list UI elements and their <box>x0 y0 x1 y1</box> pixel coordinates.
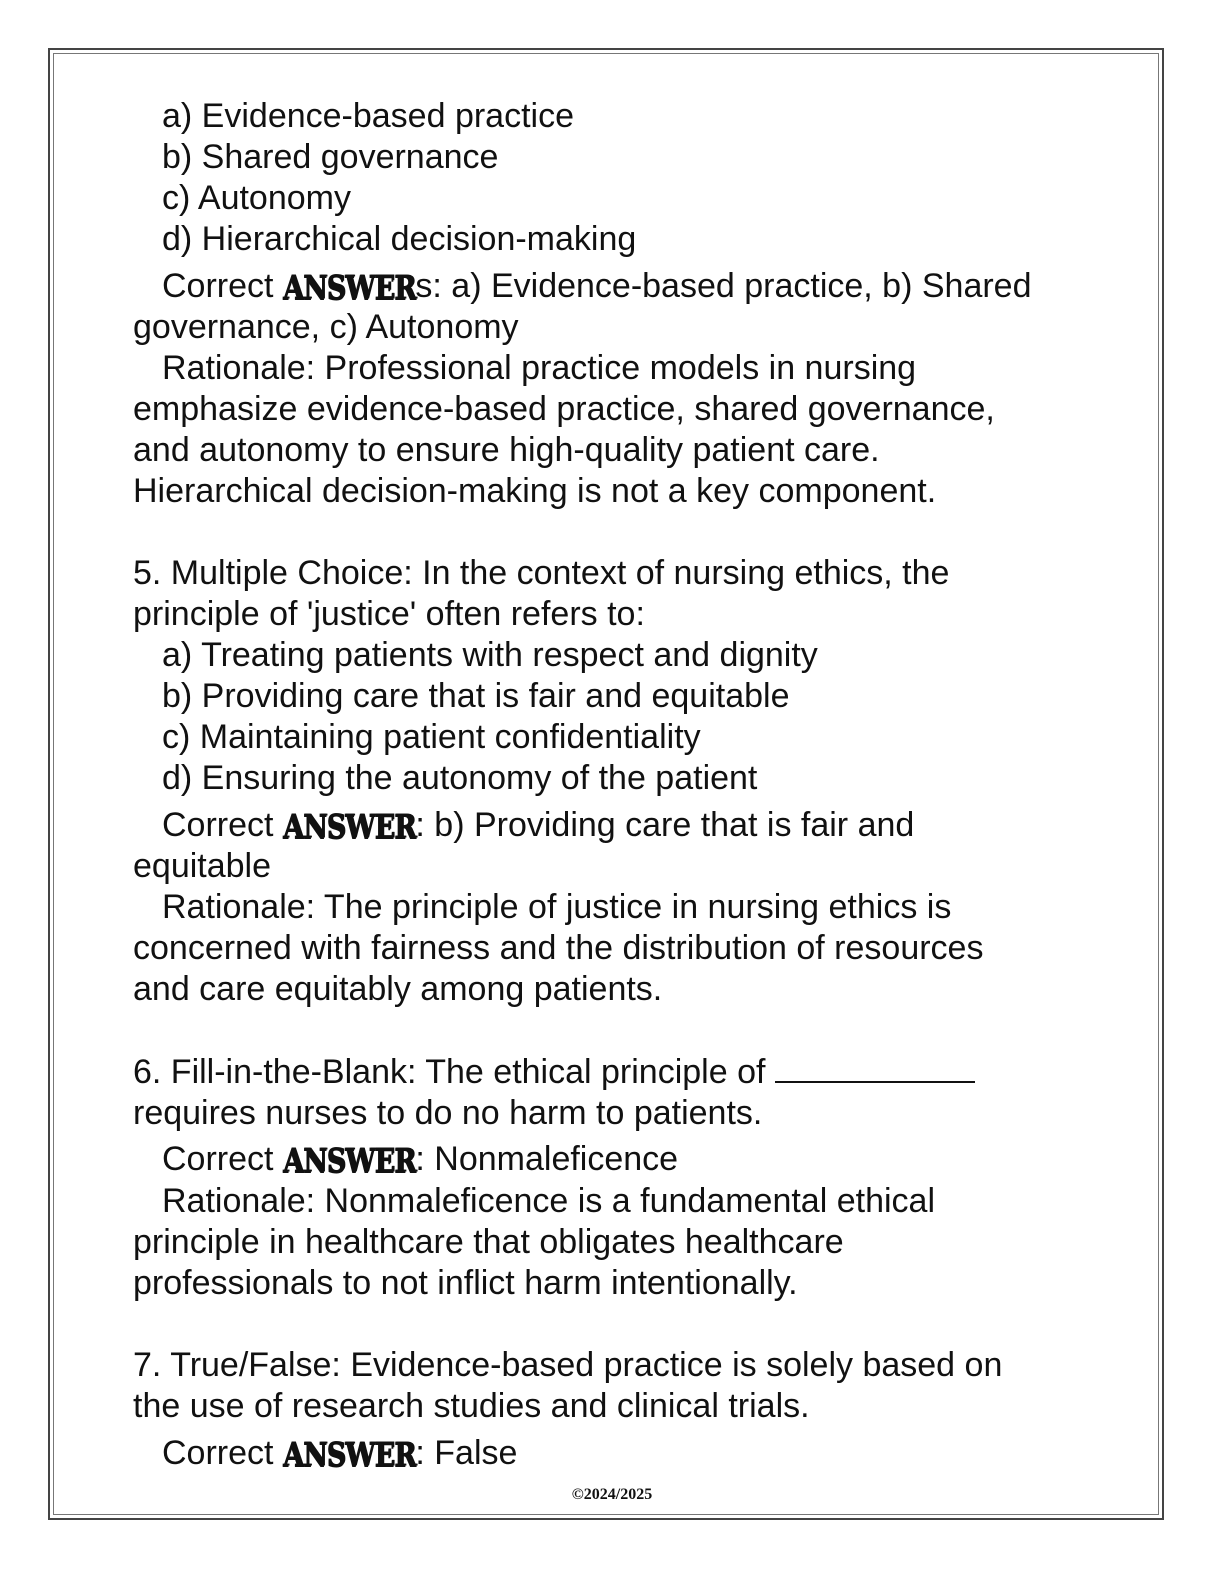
copyright-footer: ©2024/2025 <box>571 1486 653 1503</box>
q4-rationale-line-1: Rationale: Professional practice models in nursing <box>162 349 917 387</box>
q6-rationale-line-1: Rationale: Nonmaleficence is a fundamental ethical <box>162 1182 936 1220</box>
answer-text: : False <box>415 1434 518 1472</box>
q5-question-line-2: principle of 'justice' often refers to: <box>133 595 645 633</box>
q5-option-d: d) Ensuring the autonomy of the patient <box>162 759 758 797</box>
answer-prefix: Correct <box>162 267 283 305</box>
q4-answer-line-2: governance, c) Autonomy <box>133 308 519 346</box>
q4-option-b: b) Shared governance <box>162 138 499 176</box>
answer-word: ANSWER <box>282 269 416 307</box>
q7-question-line-1: 7. True/False: Evidence-based practice is solely based on <box>133 1346 1003 1384</box>
fill-in-blank <box>775 1053 975 1083</box>
q6-question-line-1 <box>133 1052 975 1092</box>
q5-answer-line-2: equitable <box>133 847 272 885</box>
answer-prefix: Correct <box>162 1434 283 1472</box>
q6-question-text: 6. Fill-in-the-Blank: The ethical principle of <box>133 1053 766 1091</box>
answer-prefix: Correct <box>162 806 283 844</box>
q6-question-line-2: requires nurses to do no harm to patients. <box>133 1094 763 1132</box>
q6-rationale-line-2: principle in healthcare that obligates healthcare <box>133 1223 844 1261</box>
answer-text: s: a) Evidence-based practice, b) Shared <box>415 267 1032 305</box>
answer-word: ANSWER <box>282 1142 416 1180</box>
q4-option-a: a) Evidence-based practice <box>162 97 575 135</box>
q5-answer-line <box>162 805 914 845</box>
q5-rationale-line-3: and care equitably among patients. <box>133 970 663 1008</box>
q4-rationale-line-3: and autonomy to ensure high-quality patient care. <box>133 431 880 469</box>
q5-option-a: a) Treating patients with respect and dignity <box>162 636 818 674</box>
q4-rationale-line-4: Hierarchical decision-making is not a key component. <box>133 472 937 510</box>
q4-option-d: d) Hierarchical decision-making <box>162 220 637 258</box>
q4-option-c: c) Autonomy <box>162 179 351 217</box>
q6-answer-line <box>162 1139 678 1179</box>
answer-text: : b) Providing care that is fair and <box>415 806 915 844</box>
q7-answer-line <box>162 1433 517 1473</box>
answer-prefix: Correct <box>162 1140 283 1178</box>
answer-word: ANSWER <box>282 808 416 846</box>
q5-option-c: c) Maintaining patient confidentiality <box>162 718 701 756</box>
answer-word: ANSWER <box>282 1436 416 1474</box>
q5-rationale-line-2: concerned with fairness and the distribution of resources <box>133 929 984 967</box>
q5-rationale-line-1: Rationale: The principle of justice in nursing ethics is <box>162 888 952 926</box>
q7-question-line-2: the use of research studies and clinical trials. <box>133 1387 810 1425</box>
q4-answer-line <box>162 266 1032 306</box>
answer-text: : Nonmaleficence <box>415 1140 679 1178</box>
q6-rationale-line-3: professionals to not inflict harm intentionally. <box>133 1264 798 1302</box>
q4-rationale-line-2: emphasize evidence-based practice, shared governance, <box>133 390 995 428</box>
q5-option-b: b) Providing care that is fair and equitable <box>162 677 790 715</box>
q5-question-line-1: 5. Multiple Choice: In the context of nursing ethics, the <box>133 554 950 592</box>
